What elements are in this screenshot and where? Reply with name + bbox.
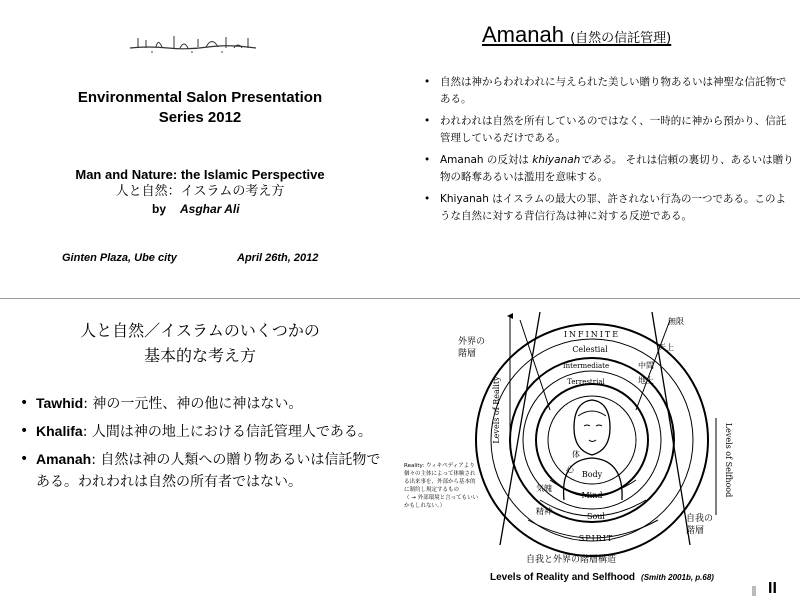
by-label: by — [152, 202, 167, 216]
label-kokoro: 心 — [566, 465, 574, 474]
bullet-text: それは信頼の裏切り、あるいは贈り物の略奪あるいは濫用を意味する。 — [440, 154, 794, 183]
title-line-2: Series 2012 — [158, 109, 242, 126]
venue: Ginten Plaza, Ube city — [62, 252, 177, 264]
author-name: Asghar Ali — [180, 202, 240, 216]
amanah-bullet-list — [420, 74, 795, 230]
label-karada: 体 — [572, 450, 580, 459]
label-mugen: 無限 — [668, 317, 684, 326]
title-line-1: Environmental Salon Presentation — [77, 89, 323, 106]
concepts-title-line-1: 人と自然／イスラムのいくつかの — [80, 321, 320, 340]
amanah-title — [482, 22, 782, 48]
list-item — [420, 152, 795, 186]
label-seishin: 精神 — [536, 507, 552, 516]
levels-of-reality-label: Levels of Reality — [492, 376, 501, 444]
bullet-text: 自然は神からわれわれに与えられた美しい贈り物あるいは神聖な信託物である。 — [440, 76, 787, 105]
subtitle-english: Man and Nature: the Islamic Perspective — [75, 167, 325, 182]
list-item — [420, 191, 795, 225]
slide-amanah — [400, 0, 800, 298]
concept-term: Tawhid — [36, 395, 84, 411]
label-chukan: 中間 — [638, 361, 654, 370]
slide-basic-concepts — [0, 300, 400, 600]
source-reference: (Smith 2001b, p.68) — [641, 573, 714, 582]
label-body: Body — [581, 470, 603, 479]
label-soul: Soul — [586, 512, 606, 521]
label-kihaku: 気魄 — [536, 484, 552, 493]
slide-levels-diagram — [400, 300, 800, 600]
reality-note-1: Reality: ウィキペディアより — [404, 463, 475, 469]
concepts-title-line-2: 基本的な考え方 — [143, 346, 256, 365]
label-intermediate: Intermediate — [562, 362, 610, 370]
concept-text: : 自然は神の人類への贈り物あるいは信託物である。われわれは自然の所有者ではない。 — [36, 452, 381, 490]
date: April 26th, 2012 — [237, 252, 319, 264]
self-label-2: 階層 — [686, 526, 705, 536]
page-marker-bar — [752, 586, 756, 596]
reality-note-3: る出来事を、外部から基本的 — [404, 479, 476, 485]
label-spirit: SPIRIT — [578, 534, 614, 543]
bullet-text: Amanah の反対は — [440, 154, 533, 166]
list-item — [420, 74, 795, 108]
label-infinite: INFINITE — [563, 330, 621, 339]
concept-text: : 神の一元性、神の他に神はない。 — [83, 396, 303, 412]
reality-note-5: （ → 外部環境と言ってもいい — [404, 495, 479, 501]
outer-world-label-1: 外界の — [458, 337, 486, 347]
label-terrestrial: Terrestrial — [567, 378, 605, 386]
diagram-source — [490, 572, 714, 583]
reality-note-4: に制約し規定するもの — [404, 487, 460, 493]
list-item — [16, 392, 386, 415]
concepts-bullet-list — [16, 392, 386, 498]
bismillah-calligraphy-icon — [128, 30, 258, 56]
ring-intermediate — [536, 384, 648, 496]
reality-note-2: 個々の主体によって体験され — [404, 471, 476, 477]
concepts-title — [50, 318, 350, 368]
amanah-title-en: Amanah — [482, 22, 564, 47]
bullet-text: われわれは自然を所有しているのではなく、一時的に神から預かり、信託管理しているだけである。 — [440, 115, 787, 144]
bullet-text: Khiyanah はイスラムの最大の罪、許されない行為の一つである。このような自然に対する背信行為は神に対する反逆である。 — [440, 193, 786, 222]
list-item — [16, 420, 386, 443]
page-mark: II — [768, 580, 777, 597]
slide-divider — [0, 298, 800, 299]
concept-term: Khalifa — [36, 423, 83, 439]
author-line — [152, 202, 240, 216]
outer-world-label-2: 階層 — [458, 349, 477, 359]
reality-note-6: かもしれない。） — [404, 503, 446, 509]
diagram-caption: 自我と外界の階層構造 — [526, 555, 617, 565]
source-title: Levels of Reality and Selfhood — [490, 572, 636, 583]
label-mind: Mind — [581, 491, 603, 500]
presentation-title — [40, 88, 360, 128]
list-item — [16, 448, 386, 493]
concept-term: Amanah — [36, 451, 92, 467]
list-item — [420, 113, 795, 147]
slide-title — [0, 0, 400, 298]
label-tenjo: 天上 — [658, 343, 674, 352]
amanah-title-ja: (自然の信託管理) — [570, 31, 672, 46]
label-chijo: 地上 — [638, 376, 654, 385]
label-celestial: Celestial — [572, 345, 608, 354]
levels-of-selfhood-label: Levels of Selfhood — [724, 422, 733, 498]
presentation-subtitle — [30, 166, 370, 200]
self-label-1: 自我の — [686, 514, 714, 524]
concept-text: : 人間は神の地上における信託管理人である。 — [82, 424, 372, 440]
subtitle-japanese: 人と自然：イスラムの考え方 — [115, 184, 285, 199]
bullet-emphasis: khiyanahである。 — [532, 154, 623, 166]
